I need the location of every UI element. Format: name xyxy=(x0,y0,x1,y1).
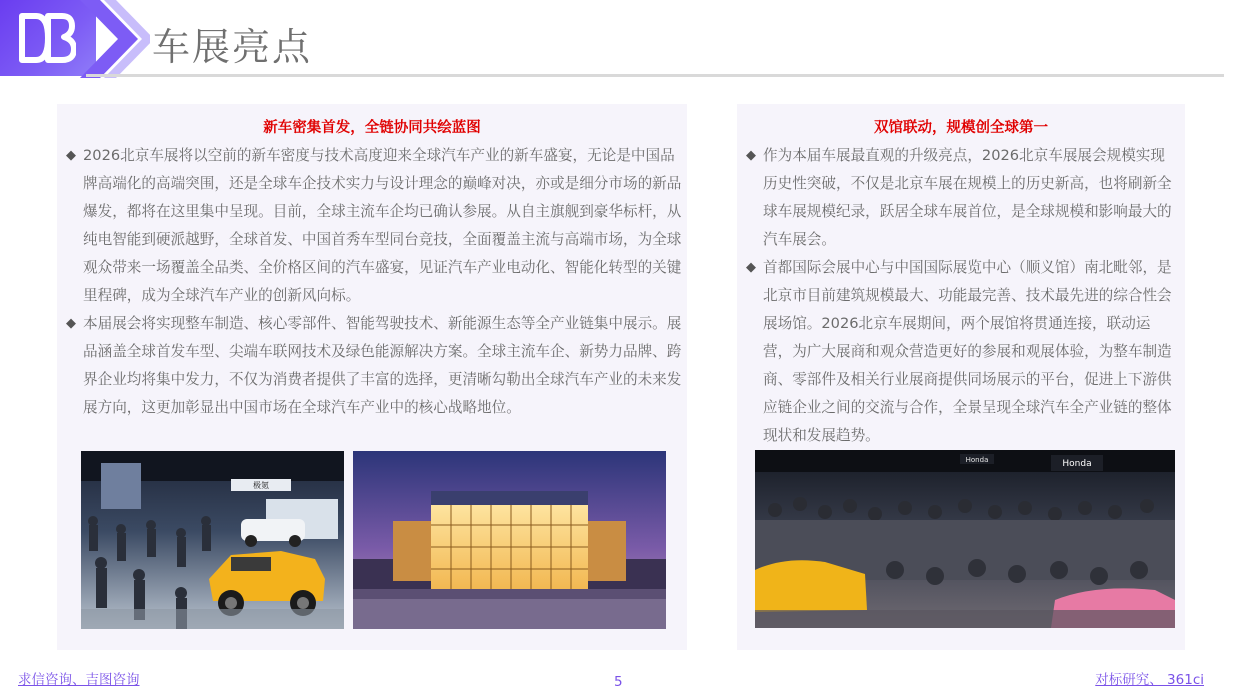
footer-right-link[interactable]: 对标研究、 361ci xyxy=(1095,672,1204,688)
header-chevron-decoration xyxy=(80,0,150,78)
diamond-bullet-icon: ◆ xyxy=(746,148,756,163)
db-logo-icon xyxy=(18,12,76,64)
footer-left-link[interactable]: 求信咨询、吉图咨询 xyxy=(18,672,140,688)
bullet-item xyxy=(746,254,1177,450)
bullet-item xyxy=(66,142,687,310)
crowd-booth-photo xyxy=(755,450,1175,628)
title-divider xyxy=(86,74,1224,77)
auto-show-hall-photo xyxy=(81,451,344,629)
page-number: 5 xyxy=(614,674,623,690)
bullet-text: 作为本届车展最直观的升级亮点，2026北京车展展会规模实现历史性突破，不仅是北京车展在规模上的历史新高，也将刷新全球车展规模纪录，跃居全球车展首位，是全球规模和影响最大的汽车展会。 xyxy=(763,147,1172,248)
bullet-text: 本届展会将实现整车制造、核心零部件、智能驾驶技术、新能源生态等全产业链集中展示。展品涵盖全球首发车型、尖端车联网技术及绿色能源解决方案。全球主流车企、新势力品牌、跨界企业均将集中发力，不仅为消费者提供了丰富的选择，更清晰勾勒出全球汽车产业的未来发展方向，这更加彰显出中国市场在全球汽车产业中的核心战略地位。 xyxy=(83,315,682,416)
left-panel-heading: 新车密集首发，全链协同共绘蓝图 xyxy=(263,120,481,136)
diamond-bullet-icon: ◆ xyxy=(746,260,756,275)
bullet-item xyxy=(746,142,1177,254)
diamond-bullet-icon: ◆ xyxy=(66,316,76,331)
page-title: 车展亮点 xyxy=(152,25,313,69)
bullet-text: 首都国际会展中心与中国国际展览中心（顺义馆）南北毗邻，是北京市目前建筑规模最大、功能最完善、技术最先进的综合性会展场馆。2026北京车展期间，两个展馆将贯通连接，联动运营，为广大展商和观众营造更好的参展和观展体验，为整车制造商、零部件及相关行业展商提供同场展示的平台，促进上下游供应链企业之间的交流与合作，全景呈现全球汽车全产业链的整体现状和发展趋势。 xyxy=(763,259,1172,444)
bullet-text: 2026北京车展将以空前的新车密度与技术高度迎来全球汽车产业的新车盛宴，无论是中国品牌高端化的高端突围，还是全球车企技术实力与设计理念的巅峰对决，亦或是细分市场的新品爆发，都将在这里集中呈现。目前，全球主流车企均已确认参展。从自主旗舰到豪华标杆，从纯电智能到硬派越野，全球首发、中国首秀车型同台竞技，全面覆盖主流与高端市场，为全球观众带来一场覆盖全品类、全价格区间的汽车盛宴，见证汽车产业电动化、智能化转型的关键里程碑，成为全球汽车产业的创新风向标。 xyxy=(83,147,682,304)
exhibition-center-photo xyxy=(353,451,666,629)
bullet-item xyxy=(66,310,687,422)
right-bullet-list xyxy=(746,142,1177,450)
brand-sign-text: Honda xyxy=(1062,459,1092,469)
right-panel-heading: 双馆联动，规模创全球第一 xyxy=(874,120,1048,136)
brand-sign-text: Honda xyxy=(965,456,989,464)
diamond-bullet-icon: ◆ xyxy=(66,148,76,163)
hall-sign-text: 极氪 xyxy=(253,481,269,490)
left-bullet-list xyxy=(66,142,687,422)
